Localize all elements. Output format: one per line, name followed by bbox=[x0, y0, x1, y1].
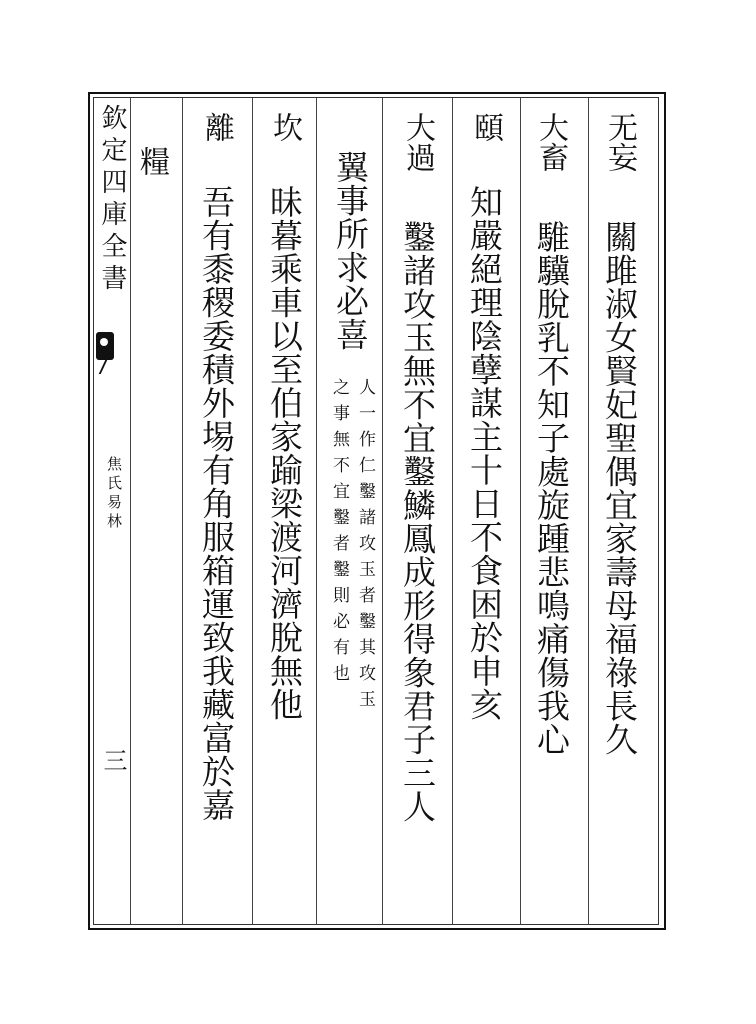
verse-text: 關雎淑女賢妃聖偶宜家壽母福祿長久 bbox=[600, 220, 639, 756]
fish-tail-mark-icon bbox=[96, 332, 114, 360]
hexagram-heading: 大畜 bbox=[533, 112, 568, 172]
column-rule bbox=[520, 98, 521, 924]
verse-text: 昧暮乘車以至伯家踰梁渡河濟脫無他 bbox=[265, 185, 304, 721]
verse-text: 騅驥脫乳不知子處旋踵悲鳴痛傷我心 bbox=[532, 220, 571, 756]
verse-text: 鑿諸攻玉無不宜鑿鱗鳳成形得象君子三人 bbox=[398, 220, 437, 823]
juan-title: 焦氏易林 bbox=[105, 456, 123, 532]
hexagram-heading: 大過 bbox=[400, 112, 435, 172]
hexagram-heading: 无妄 bbox=[602, 112, 637, 172]
hexagram-heading: 坎 bbox=[267, 112, 302, 142]
page-number: 三 bbox=[99, 748, 127, 772]
book-title: 欽定四庫全書 bbox=[97, 104, 127, 296]
commentary-note: 之事無不宜鑿者鑿則必有也 bbox=[329, 378, 349, 690]
verse-text: 吾有黍稷委積外埸有角服箱運致我藏富於嘉 bbox=[197, 185, 236, 822]
commentary-note: 人一作仁鑿諸攻玉者鑿其攻玉 bbox=[355, 378, 375, 716]
page-inner-border bbox=[93, 97, 659, 925]
hexagram-heading: 頤 bbox=[468, 112, 503, 142]
column-rule bbox=[316, 98, 317, 924]
column-rule bbox=[382, 98, 383, 924]
column-rule bbox=[588, 98, 589, 924]
continuation-char: 糧 bbox=[134, 146, 169, 176]
verse-text: 知嚴絕理陰孽謀主十日不食困於申亥 bbox=[465, 185, 504, 721]
column-rule bbox=[130, 98, 131, 924]
verse-text: 翼事所求必喜 bbox=[331, 150, 370, 351]
hexagram-heading: 離 bbox=[199, 112, 234, 142]
column-rule bbox=[252, 98, 253, 924]
column-rule bbox=[452, 98, 453, 924]
column-rule bbox=[182, 98, 183, 924]
